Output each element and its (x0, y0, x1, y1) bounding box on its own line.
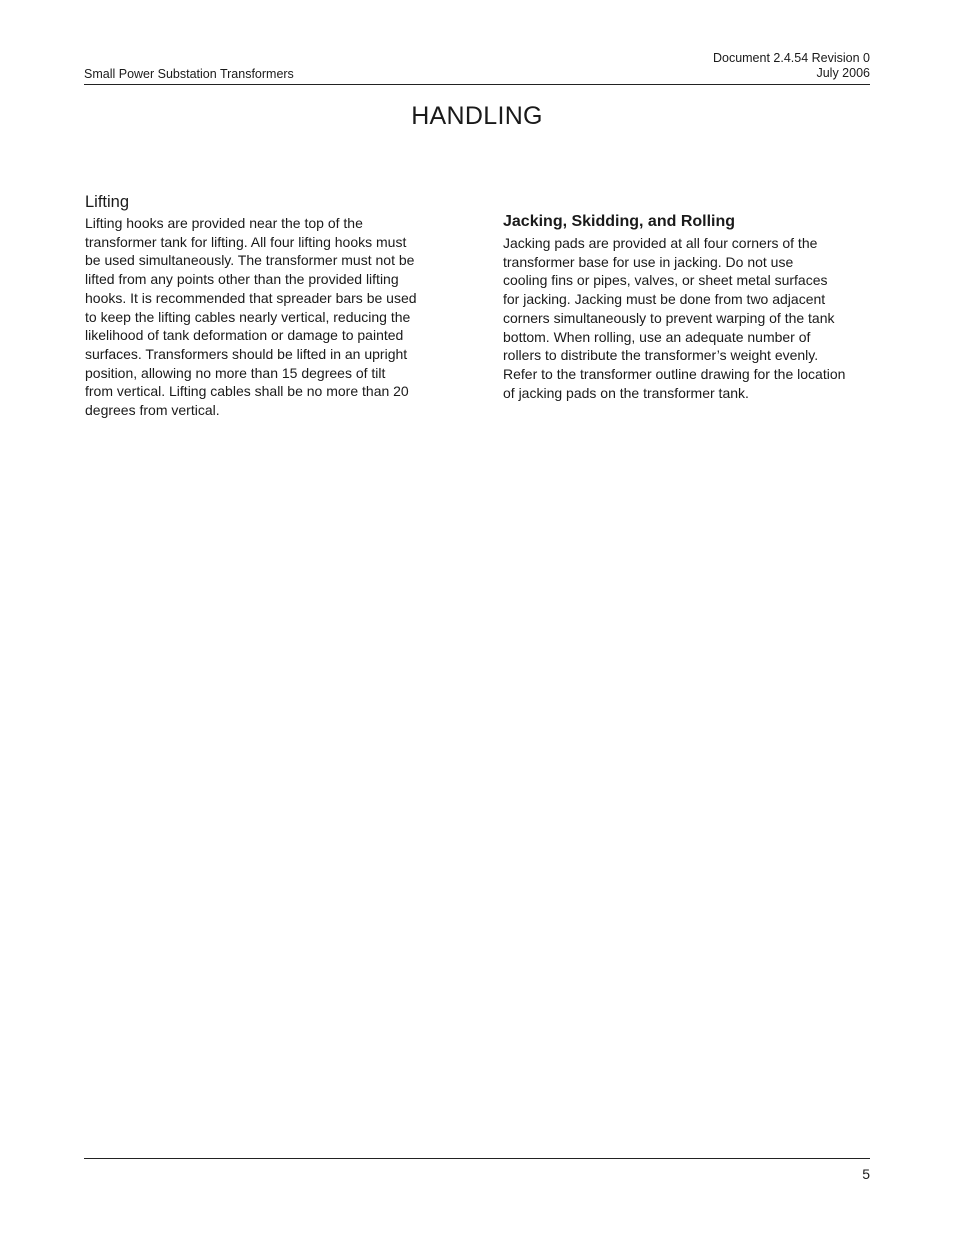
section-heading-jacking: Jacking, Skidding, and Rolling (503, 213, 736, 230)
section-heading-lifting: Lifting (85, 193, 130, 211)
page-title: HANDLING (411, 102, 543, 130)
section-jacking (503, 212, 873, 402)
document-title: Small Power Substation Transformers (84, 67, 294, 81)
section-body-lifting: Lifting hooks are provided near the top of the transformer tank for lifting. All four lifting hooks must be used simultaneously. The transformer must not be lifted from any points other than the provided lifting hooks. It is recommended that spreader bars be used to keep the lifting cables nearly vertical, reducing the likelihood of tank deformation or damage to painted surfaces. Transformers should be lifted in an upright position, allowing no more than 15 degrees of tilt from vertical. Lifting cables shall be no more than 20 degrees from vertical. (85, 215, 417, 419)
document-number: Document 2.4.54 Revision 0 (712, 51, 870, 65)
footer-divider (84, 1158, 870, 1159)
section-body-jacking: Jacking pads are provided at all four corners of the transformer base for use in jacking. Do not use cooling fins or pipes, valves, or sheet metal surfaces for jacking. Jacking must be done from two adjacent corners simultaneously to prevent warping of the tank bottom. When rolling, use an adequate number of rollers to distribute the transformer’s weight evenly. Refer to the transformer outline drawing for the location of jacking pads on the transformer tank. (503, 235, 846, 401)
section-lifting (85, 192, 445, 420)
document-meta (713, 51, 870, 81)
document-date: July 2006 (816, 66, 870, 80)
page-header (84, 52, 870, 85)
page-number: 5 (862, 1166, 870, 1182)
